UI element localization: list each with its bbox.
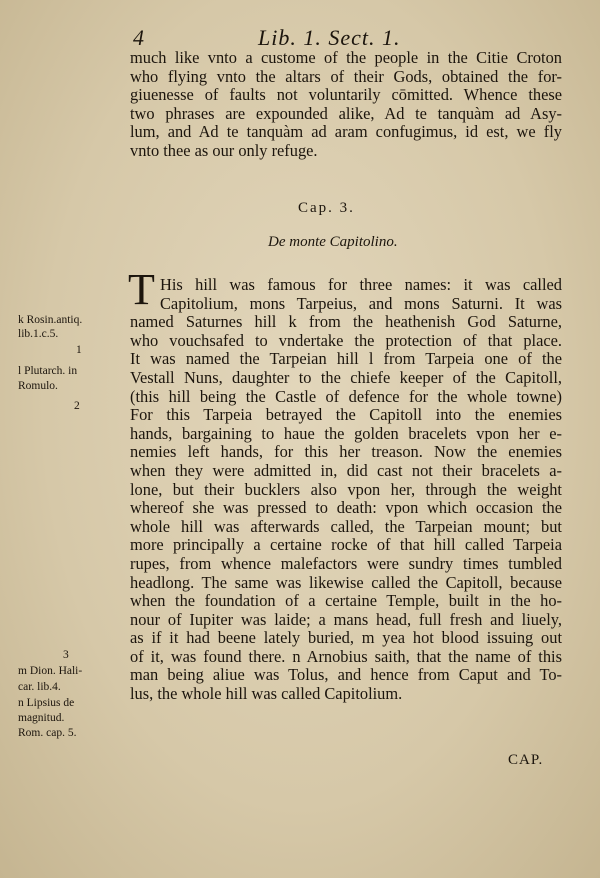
text-line: more principally a certaine rocke of that hill called Tarpeia bbox=[130, 535, 562, 555]
text-line: nour of Iupiter was laide; a mans head, full fresh and liuely, bbox=[130, 609, 562, 629]
margin-note: k Rosin.antiq. bbox=[18, 314, 83, 326]
text-line: rupes, from whence malefactors were sundry times tumbled bbox=[130, 553, 562, 573]
text-line: lone, but their bucklers also vpon her, through the weight bbox=[130, 479, 562, 499]
text-line: Capitolium, mons Tarpeius, and mons Saturni. It was bbox=[160, 293, 562, 313]
margin-note: 2 bbox=[74, 400, 80, 412]
text-line: (this hill being the Castle of defence for the whole towne) bbox=[130, 386, 562, 406]
margin-note: l Plutarch. in bbox=[18, 365, 78, 377]
text-line: of it, was found there. n Arnobius saith, that the name of this bbox=[130, 646, 562, 666]
margin-note: car. lib.4. bbox=[18, 681, 61, 693]
margin-note: 1 bbox=[76, 344, 82, 356]
text-line: For this Tarpeia betrayed the Capitoll into the enemies bbox=[130, 405, 562, 425]
drop-cap: T bbox=[128, 265, 155, 314]
text-line: lum, and Ad te tanquàm ad aram confugimus, id est, we fly bbox=[130, 122, 562, 142]
text-line: whereof she was pressed to death: vpon which occasion the bbox=[130, 498, 562, 518]
text-line: much like vnto a custome of the people in the Citie Croton bbox=[130, 48, 562, 67]
chapter-title: De monte Capitolino. bbox=[268, 234, 398, 250]
text-line: His hill was famous for three names: it was called bbox=[160, 275, 562, 294]
margin-note: m Dion. Hali- bbox=[18, 665, 83, 677]
text-line: when they were admitted in, did cast not their bracelets a- bbox=[130, 460, 562, 480]
text-line: who vouchsafed to vndertake the protection of that place. bbox=[130, 330, 562, 350]
text-line: nemies left hands, for this her treason. Now the enemies bbox=[130, 442, 562, 462]
text-line: man being aliue was Tolus, and hence from Caput and To- bbox=[130, 665, 562, 685]
text-line: named Saturnes hill k from the heathenish God Saturne, bbox=[130, 312, 562, 332]
text-line: giuenesse of faults not voluntarily cōmitted. Whence these bbox=[130, 85, 562, 105]
margin-note: Rom. cap. 5. bbox=[18, 727, 77, 739]
text-line: two phrases are expounded alike, Ad te tanquàm ad Asy- bbox=[130, 103, 562, 123]
catchword: CAP. bbox=[508, 752, 544, 768]
main-paragraph bbox=[130, 276, 562, 704]
text-line: lus, the whole hill was called Capitolium. bbox=[130, 684, 403, 704]
text-line: as if it had beene lately buried, m yea hot blood issuing out bbox=[130, 628, 562, 648]
text-line: when the foundation of a certaine Temple, built in the ho- bbox=[130, 591, 562, 611]
text-line: who flying vnto the altars of their Gods, obtained the for- bbox=[130, 66, 562, 86]
running-head: Lib. 1. Sect. 1. bbox=[258, 25, 401, 50]
margin-note: lib.1.c.5. bbox=[18, 328, 59, 340]
text-line: hands, bargaining to haue the golden bracelets vpon her e- bbox=[130, 423, 562, 443]
page-number: 4 bbox=[133, 25, 144, 50]
margin-note: 3 bbox=[63, 649, 69, 661]
top-paragraph bbox=[130, 49, 562, 161]
margin-note: Romulo. bbox=[18, 380, 58, 392]
margin-note: n Lipsius de bbox=[18, 697, 75, 709]
chapter-number: Cap. 3. bbox=[298, 200, 355, 216]
text-line: It was named the Tarpeian hill l from Tarpeia one of the bbox=[130, 349, 562, 369]
text-line: vnto thee as our only refuge. bbox=[130, 140, 318, 160]
text-line: headlong. The same was likewise called the Capitoll, because bbox=[130, 572, 562, 592]
text-line: whole hill was afterwards called, the Tarpeian mount; but bbox=[130, 516, 562, 536]
margin-note: magnitud. bbox=[18, 712, 65, 724]
text-line: Vestall Nuns, daughter to the chiefe keeper of the Capitoll, bbox=[130, 367, 562, 387]
